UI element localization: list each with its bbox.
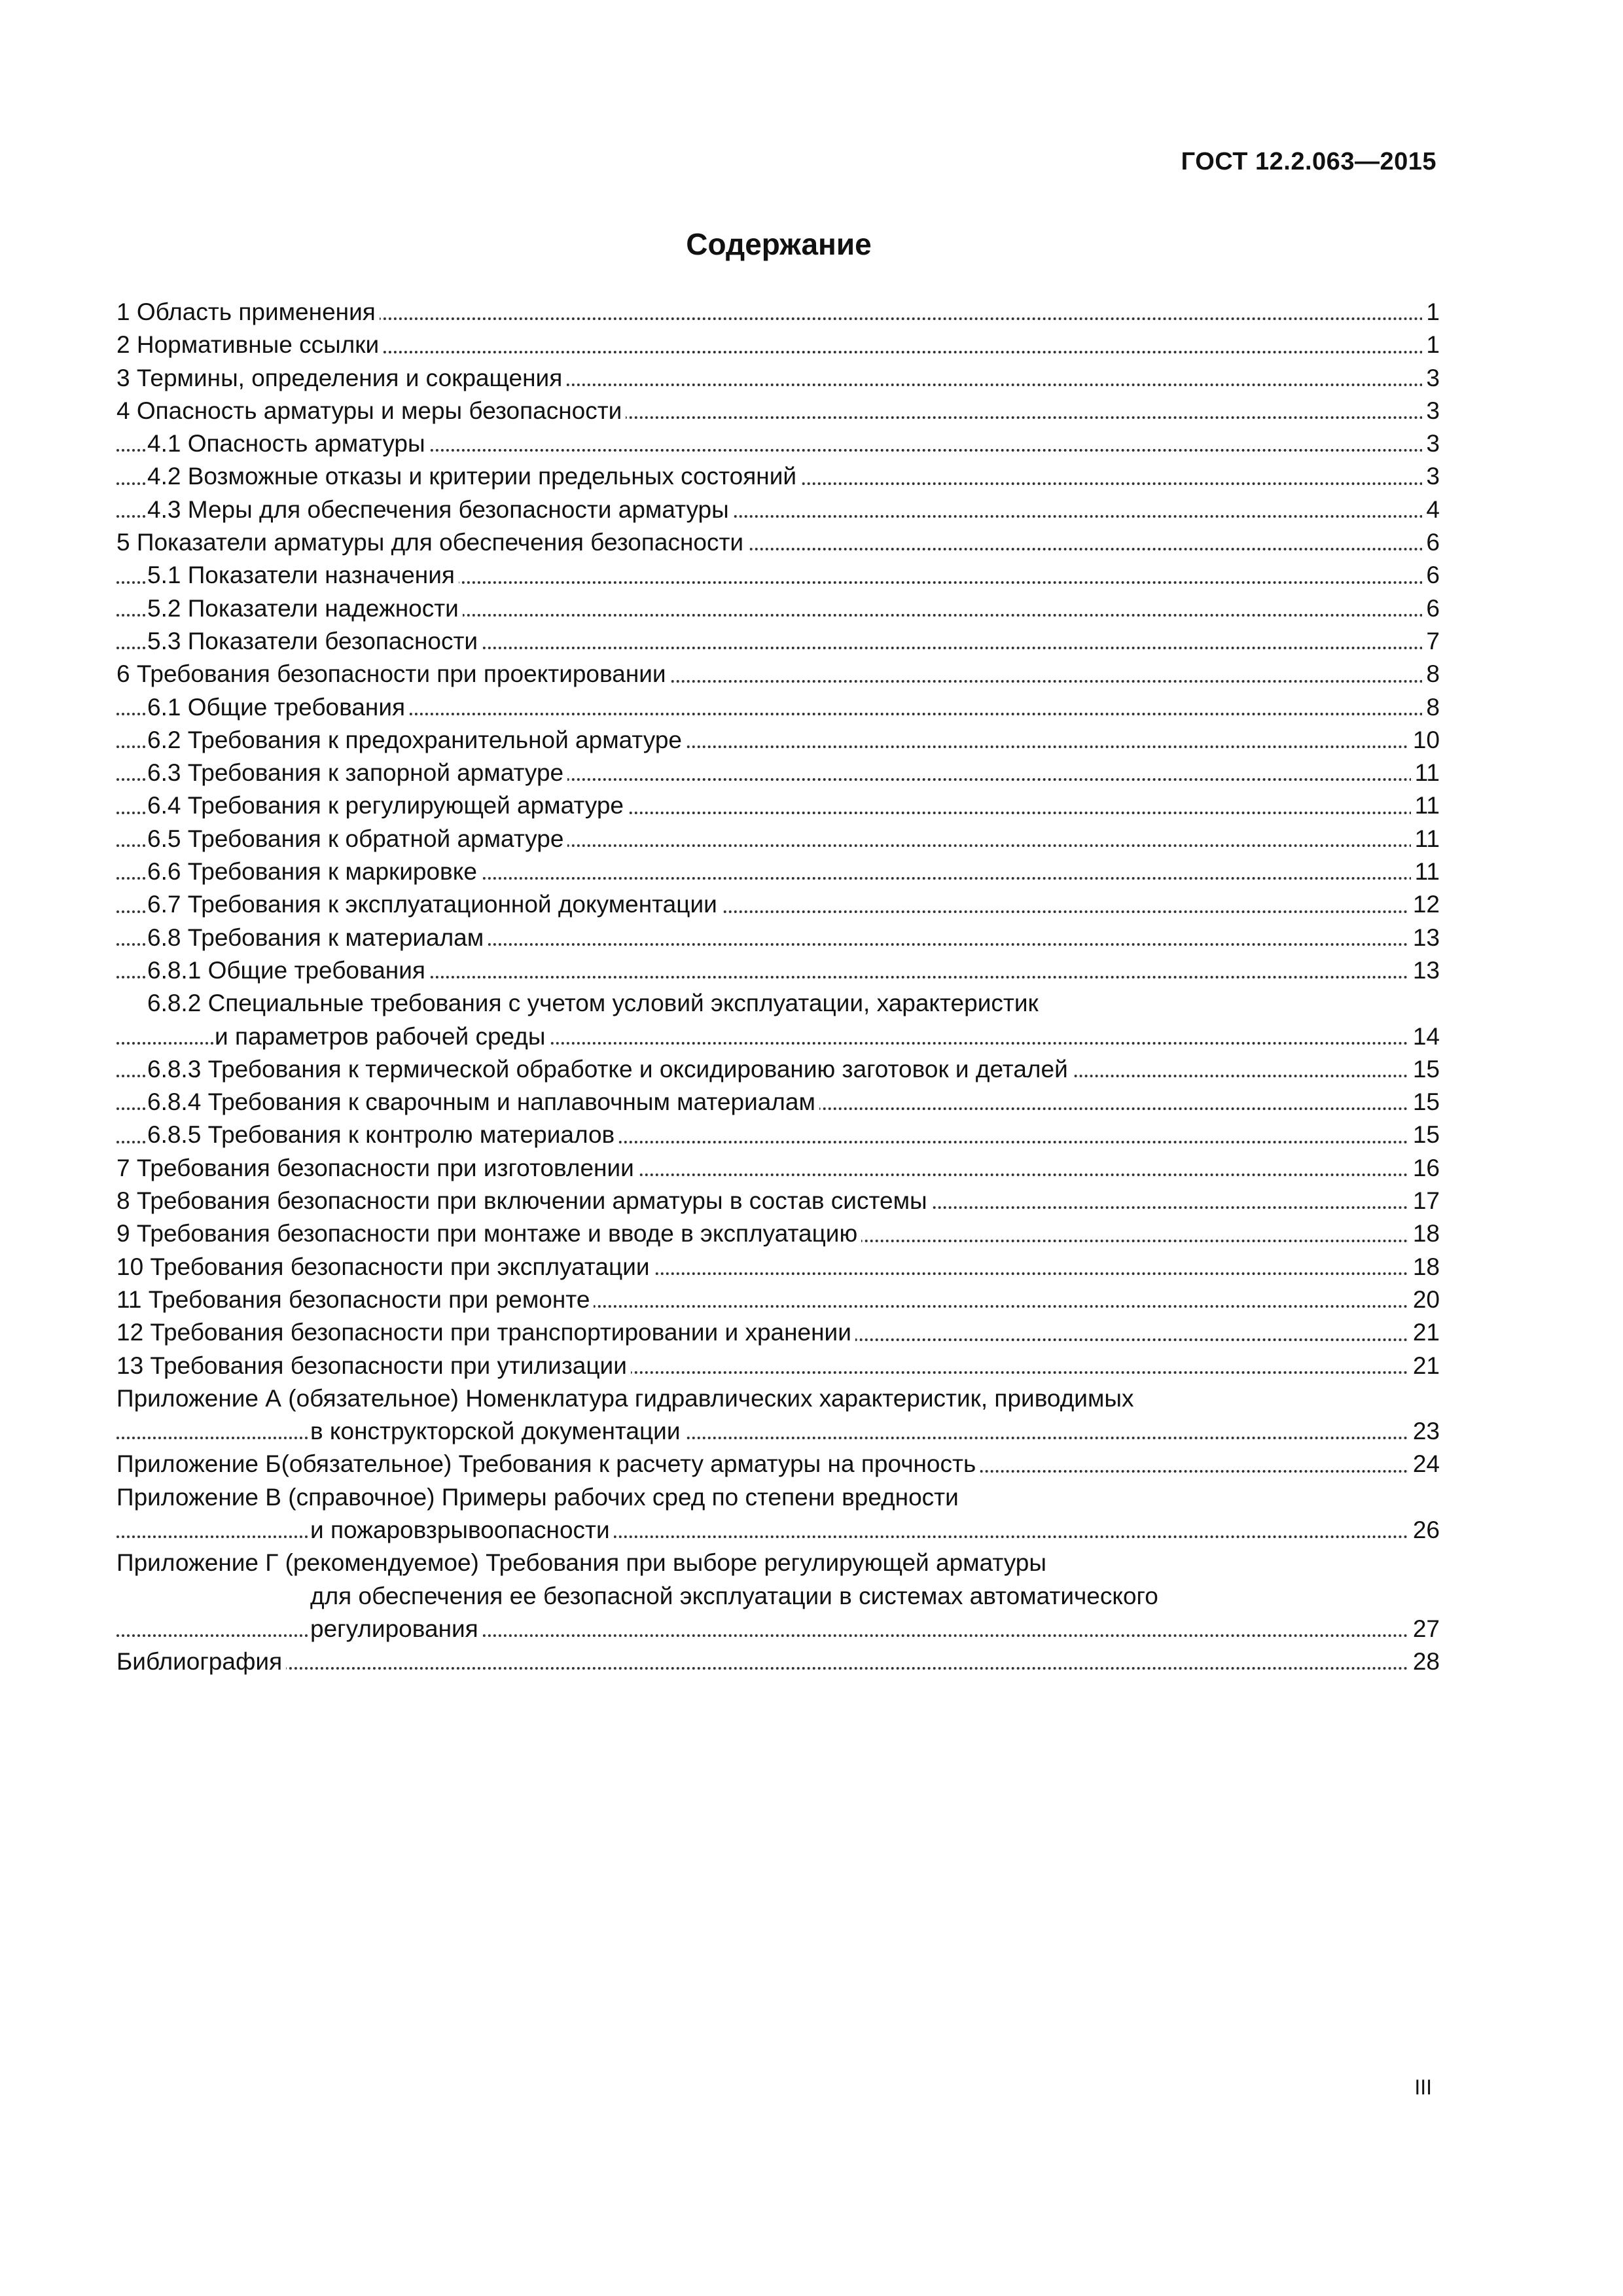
toc-entry-title: 5.1 Показатели назначения: [147, 559, 459, 592]
toc-entry[interactable]: [116, 757, 1440, 789]
page-number: III: [1414, 2075, 1432, 2099]
toc-entry-page: 15: [1409, 1086, 1440, 1119]
toc-entry[interactable]: [116, 1645, 1440, 1678]
toc-entry-page: 12: [1409, 888, 1440, 921]
toc-entry-page: 1: [1422, 296, 1440, 329]
toc-entry-title: Библиография: [116, 1645, 286, 1678]
toc-entry-page: 8: [1422, 658, 1440, 691]
toc-entry-title: 6.7 Требования к эксплуатационной документации: [147, 888, 721, 921]
toc-entry-page: 11: [1411, 823, 1440, 855]
toc-entry-title: 4.3 Меры для обеспечения безопасности арматуры: [147, 493, 733, 526]
toc-entry[interactable]: [116, 427, 1440, 460]
toc-entry[interactable]: [116, 1086, 1440, 1119]
toc-entry-title: Приложение Г (рекомендуемое) Требования при выборе регулирующей арматуры: [116, 1547, 1050, 1579]
toc-entry-title: 1 Область применения: [116, 296, 380, 329]
toc-entry-page: 3: [1422, 427, 1440, 460]
toc-entry-title: 4.1 Опасность арматуры: [147, 427, 429, 460]
toc-entry-title: 6.8.4 Требования к сварочным и наплавочным материалам: [147, 1086, 819, 1119]
toc-entry-title: 6.2 Требования к предохранительной арматуре: [147, 724, 686, 757]
toc-entry-title: 7 Требования безопасности при изготовлении: [116, 1152, 638, 1185]
toc-entry-page: 8: [1422, 691, 1440, 724]
toc-entry-page: 13: [1409, 954, 1440, 987]
toc-entry[interactable]: [116, 888, 1440, 921]
toc-entry-title: 6.8.5 Требования к контролю материалов: [147, 1119, 618, 1151]
toc-entry-title: 2 Нормативные ссылки: [116, 329, 383, 361]
toc-entry[interactable]: [116, 395, 1440, 427]
toc-entry-continuation[interactable]: [116, 1020, 1440, 1053]
toc-entry-page: 11: [1411, 757, 1440, 789]
toc-entry-page: 23: [1409, 1415, 1440, 1448]
toc-entry-page: 3: [1422, 460, 1440, 493]
toc-entry[interactable]: [116, 1251, 1440, 1283]
toc-entry-title: 6.8.2 Специальные требования с учетом условий эксплуатации, характеристик: [147, 987, 1043, 1020]
toc-entry[interactable]: [116, 1350, 1440, 1382]
toc-entry-page: 27: [1409, 1613, 1440, 1645]
toc-entry-title: 6 Требования безопасности при проектировании: [116, 658, 670, 691]
toc-entry[interactable]: [116, 296, 1440, 329]
dot-leader: [116, 1667, 1440, 1670]
toc-entry-title: 13 Требования безопасности при утилизации: [116, 1350, 631, 1382]
toc-entry-title: и параметров рабочей среды: [215, 1020, 549, 1053]
toc-entry-page: 15: [1409, 1119, 1440, 1151]
toc-entry-title: 6.6 Требования к маркировке: [147, 855, 481, 888]
toc-entry-title: в конструкторской документации: [310, 1415, 685, 1448]
toc-entry-title: 11 Требования безопасности при ремонте: [116, 1283, 594, 1316]
toc-entry-page: 1: [1422, 329, 1440, 361]
toc-entry-title: 3 Термины, определения и сокращения: [116, 362, 566, 395]
toc-entry[interactable]: [116, 1448, 1440, 1480]
toc-entry-page: 18: [1409, 1217, 1440, 1250]
toc-entry-title: Приложение Б(обязательное) Требования к расчету арматуры на прочность: [116, 1448, 980, 1480]
toc-entry-title: 6.8.3 Требования к термической обработке и оксидированию заготовок и деталей: [147, 1053, 1072, 1086]
toc-entry-title: 5.2 Показатели надежности: [147, 592, 463, 625]
toc-entry-title: 5.3 Показатели безопасности: [147, 625, 482, 658]
table-of-contents: [116, 296, 1440, 1678]
toc-entry[interactable]: [116, 460, 1440, 493]
toc-entry-page: 10: [1409, 724, 1440, 757]
toc-entry-page: 11: [1411, 789, 1440, 822]
toc-entry-page: 4: [1422, 493, 1440, 526]
toc-entry[interactable]: [116, 1283, 1440, 1316]
toc-entry-title: и пожаровзрывоопасности: [310, 1514, 614, 1547]
toc-entry[interactable]: [116, 1053, 1440, 1086]
toc-entry-title: 6.3 Требования к запорной арматуре: [147, 757, 567, 789]
toc-entry-title: 9 Требования безопасности при монтаже и вводе в эксплуатацию: [116, 1217, 861, 1250]
toc-title: Содержание: [686, 227, 872, 261]
toc-entry-page: 26: [1409, 1514, 1440, 1547]
toc-entry[interactable]: [116, 789, 1440, 822]
toc-entry-continuation[interactable]: [116, 1514, 1440, 1547]
toc-entry-page: 24: [1409, 1448, 1440, 1480]
toc-entry-page: 14: [1409, 1020, 1440, 1053]
toc-entry[interactable]: [116, 987, 1440, 1020]
toc-entry[interactable]: [116, 1119, 1440, 1151]
toc-entry[interactable]: [116, 855, 1440, 888]
toc-entry[interactable]: [116, 954, 1440, 987]
toc-entry[interactable]: [116, 1382, 1440, 1415]
toc-entry-title: 5 Показатели арматуры для обеспечения безопасности: [116, 526, 747, 559]
toc-entry[interactable]: [116, 526, 1440, 559]
toc-entry[interactable]: [116, 922, 1440, 954]
toc-entry-title: Приложение А (обязательное) Номенклатура гидравлических характеристик, приводимых: [116, 1382, 1138, 1415]
toc-entry-title: 8 Требования безопасности при включении арматуры в состав системы: [116, 1185, 931, 1217]
toc-entry[interactable]: [116, 329, 1440, 361]
toc-entry-continuation[interactable]: [116, 1580, 1440, 1613]
toc-entry-page: 20: [1409, 1283, 1440, 1316]
toc-entry[interactable]: [116, 658, 1440, 691]
toc-entry-title: 4 Опасность арматуры и меры безопасности: [116, 395, 626, 427]
toc-entry-page: 7: [1422, 625, 1440, 658]
toc-entry[interactable]: [116, 592, 1440, 625]
toc-entry-continuation[interactable]: [116, 1613, 1440, 1645]
toc-entry-title: 4.2 Возможные отказы и критерии предельных состояний: [147, 460, 800, 493]
toc-entry-title: 10 Требования безопасности при эксплуатации: [116, 1251, 654, 1283]
toc-entry-page: 16: [1409, 1152, 1440, 1185]
toc-entry[interactable]: [116, 724, 1440, 757]
toc-entry-page: 21: [1409, 1350, 1440, 1382]
toc-entry[interactable]: [116, 362, 1440, 395]
toc-entry[interactable]: [116, 823, 1440, 855]
toc-entry[interactable]: [116, 1185, 1440, 1217]
toc-entry-page: 3: [1422, 395, 1440, 427]
toc-entry-title: регулирования: [310, 1613, 482, 1645]
toc-entry-page: 13: [1409, 922, 1440, 954]
toc-entry-title: 6.8.1 Общие требования: [147, 954, 429, 987]
toc-entry-page: 18: [1409, 1251, 1440, 1283]
toc-entry-title: 6.1 Общие требования: [147, 691, 409, 724]
toc-entry[interactable]: [116, 625, 1440, 658]
toc-entry-page: 17: [1409, 1185, 1440, 1217]
toc-entry-page: 6: [1422, 526, 1440, 559]
toc-entry-title: 6.8 Требования к материалам: [147, 922, 488, 954]
toc-entry-page: 28: [1409, 1645, 1440, 1678]
toc-entry[interactable]: [116, 493, 1440, 526]
toc-entry[interactable]: [116, 691, 1440, 724]
toc-entry[interactable]: [116, 1217, 1440, 1250]
toc-entry-page: 6: [1422, 592, 1440, 625]
toc-entry[interactable]: [116, 559, 1440, 592]
toc-entry-continuation[interactable]: [116, 1415, 1440, 1448]
toc-entry[interactable]: [116, 1152, 1440, 1185]
toc-entry-title: 6.4 Требования к регулирующей арматуре: [147, 789, 628, 822]
toc-entry-page: 21: [1409, 1316, 1440, 1349]
toc-entry-title: 12 Требования безопасности при транспортировании и хранении: [116, 1316, 855, 1349]
toc-entry[interactable]: [116, 1481, 1440, 1514]
document-code-header: ГОСТ 12.2.063—2015: [1181, 148, 1436, 175]
toc-entry[interactable]: [116, 1547, 1440, 1579]
toc-entry-page: 3: [1422, 362, 1440, 395]
toc-entry-page: 15: [1409, 1053, 1440, 1086]
toc-entry[interactable]: [116, 1316, 1440, 1349]
toc-entry-title: 6.5 Требования к обратной арматуре: [147, 823, 567, 855]
toc-entry-page: 6: [1422, 559, 1440, 592]
toc-entry-title: Приложение В (справочное) Примеры рабочих сред по степени вредности: [116, 1481, 963, 1514]
toc-entry-page: 11: [1411, 855, 1440, 888]
toc-entry-title: для обеспечения ее безопасной эксплуатации в системах автоматического: [310, 1580, 1162, 1613]
